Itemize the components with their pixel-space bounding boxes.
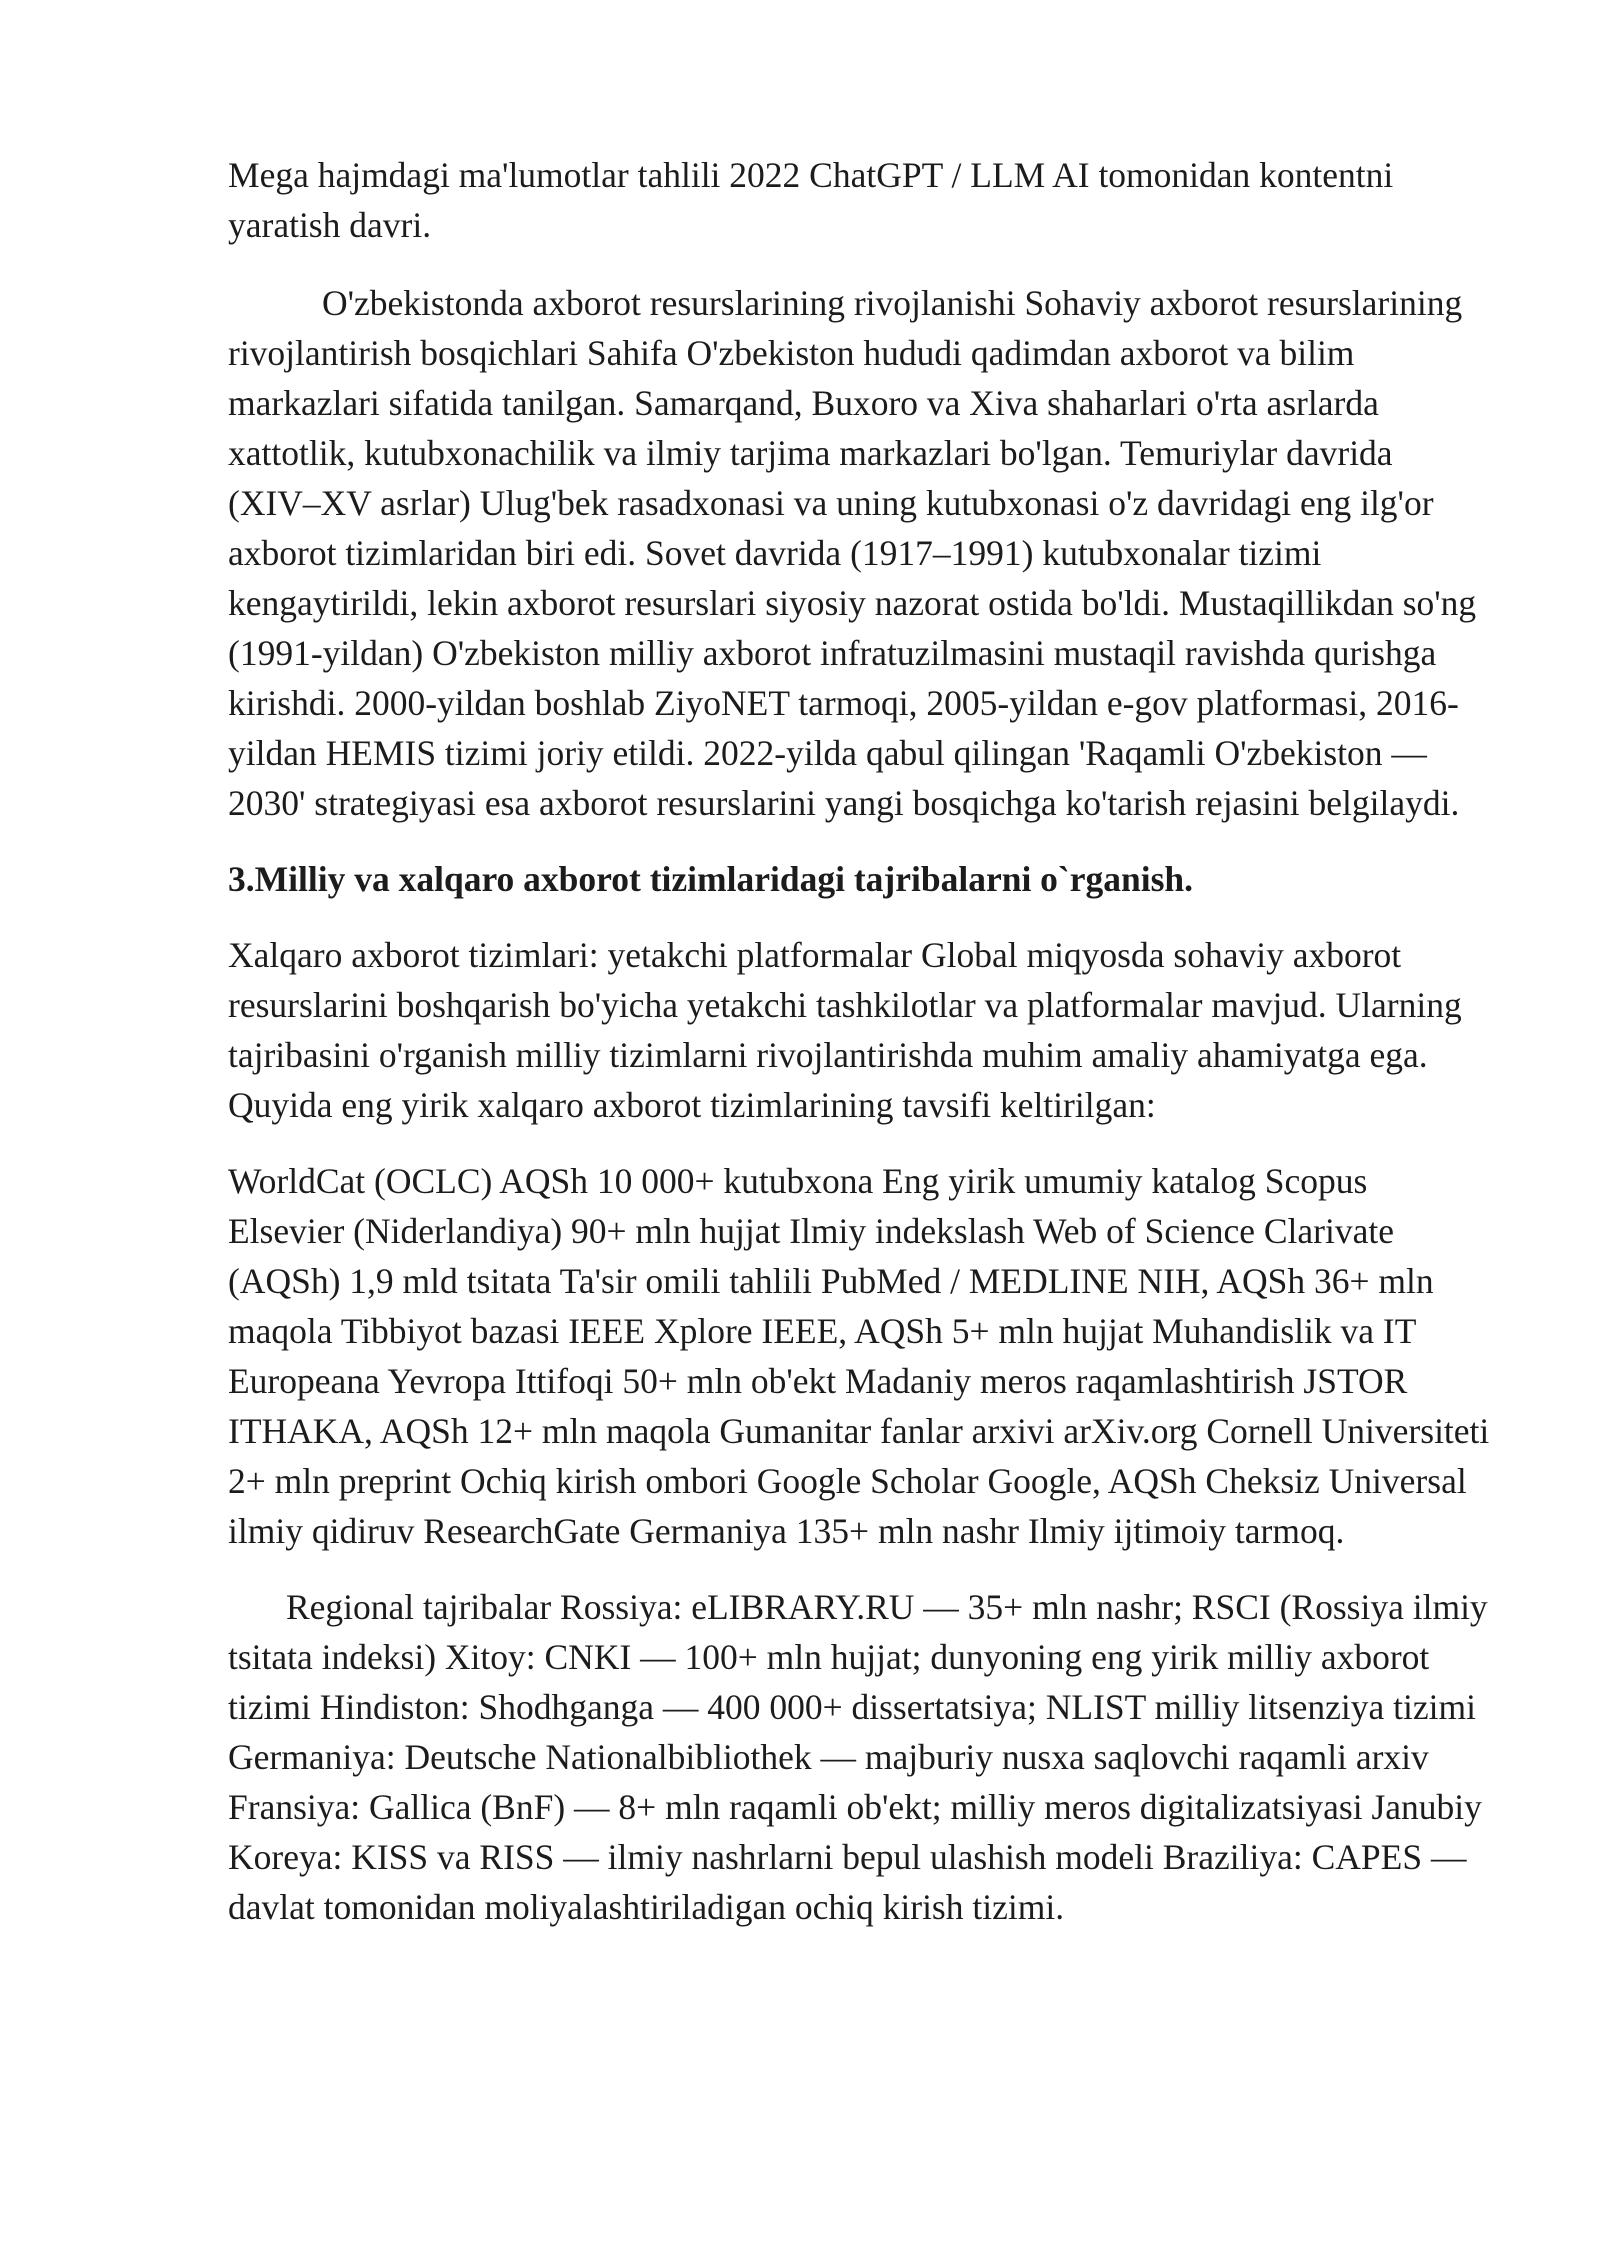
paragraph-regional-experience: Regional tajribalar Rossiya: eLIBRARY.RU — 35+ mln nashr; RSCI (Rossiya ilmiy tsitata indeksi) Xitoy: CNKI — 100+ mln hujjat; dunyoning eng yirik milliy axborot tizimi Hindiston: Shodhganga — 400 000+ dissertatsiya; NLIST milliy litsenziya tizimi Germaniya: Deutsche Nationalbibliothek — majburiy nusxa saqlovchi raqamli arxiv Fransiya: Gallica (BnF) — 8+ mln raqamli ob'ekt; milliy meros digitalizatsiyasi Janubiy Koreya: KISS va RISS — ilmiy nashrlarni bepul ulashish modeli Braziliya: CAPES — davlat tomonidan moliyalashtiriladigan ochiq kirish tizimi. [228, 1587, 1488, 1927]
section-heading: 3.Milliy va xalqaro axborot tizimlaridagi tajribalarni o`rganish. [228, 859, 1194, 899]
paragraph-llm-era: Mega hajmdagi ma'lumotlar tahlili 2022 ChatGPT / LLM AI tomonidan kontentni yaratish davri. [228, 155, 1394, 245]
document-page [228, 150, 1490, 1932]
paragraph-platform-list: WorldCat (OCLC) AQSh 10 000+ kutubxona Eng yirik umumiy katalog Scopus Elsevier (Niderlandiya) 90+ mln hujjat Ilmiy indekslash Web of Science Clarivate (AQSh) 1,9 mld tsitata Ta'sir omili tahlili PubMed / MEDLINE NIH, AQSh 36+ mln maqola Tibbiyot bazasi IEEE Xplore IEEE, AQSh 5+ mln hujjat Muhandislik va IT Europeana Yevropa Ittifoqi 50+ mln ob'ekt Madaniy meros raqamlashtirish JSTOR ITHAKA, AQSh 12+ mln maqola Gumanitar fanlar arxivi arXiv.org Cornell Universiteti 2+ mln preprint Ochiq kirish ombori Google Scholar Google, AQSh Cheksiz Universal ilmiy qidiruv ResearchGate Germaniya 135+ mln nashr Ilmiy ijtimoiy tarmoq. [228, 1161, 1490, 1551]
paragraph-uzbekistan-history: O'zbekistonda axborot resurslarining rivojlanishi Sohaviy axborot resurslarining rivojlantirish bosqichlari Sahifa O'zbekiston hududi qadimdan axborot va bilim markazlari sifatida tanilgan. Samarqand, Buxoro va Xiva shaharlari o'rta asrlarda xattotlik, kutubxonachilik va ilmiy tarjima markazlari bo'lgan. Temuriylar davrida (XIV–XV asrlar) Ulug'bek rasadxonasi va uning kutubxonasi o'z davridagi eng ilg'or axborot tizimlaridan biri edi. Sovet davrida (1917–1991) kutubxonalar tizimi kengaytirildi, lekin axborot resurslari siyosiy nazorat ostida bo'ldi. Mustaqillikdan so'ng (1991-yildan) O'zbekiston milliy axborot infratuzilmasini mustaqil ravishda qurishga kirishdi. 2000-yildan boshlab ZiyoNET tarmoqi, 2005-yildan e-gov platformasi, 2016-yildan HEMIS tizimi joriy etildi. 2022-yilda qabul qilingan 'Raqamli O'zbekiston — 2030' strategiyasi esa axborot resurslarini yangi bosqichga ko'tarish rejasini belgilaydi. [228, 283, 1477, 823]
paragraph-international-systems: Xalqaro axborot tizimlari: yetakchi platformalar Global miqyosda sohaviy axborot resurslarini boshqarish bo'yicha yetakchi tashkilotlar va platformalar mavjud. Ularning tajribasini o'rganish milliy tizimlarni rivojlantirishda muhim amaliy ahamiyatga ega. Quyida eng yirik xalqaro axborot tizimlarining tavsifi keltirilgan: [228, 935, 1462, 1125]
